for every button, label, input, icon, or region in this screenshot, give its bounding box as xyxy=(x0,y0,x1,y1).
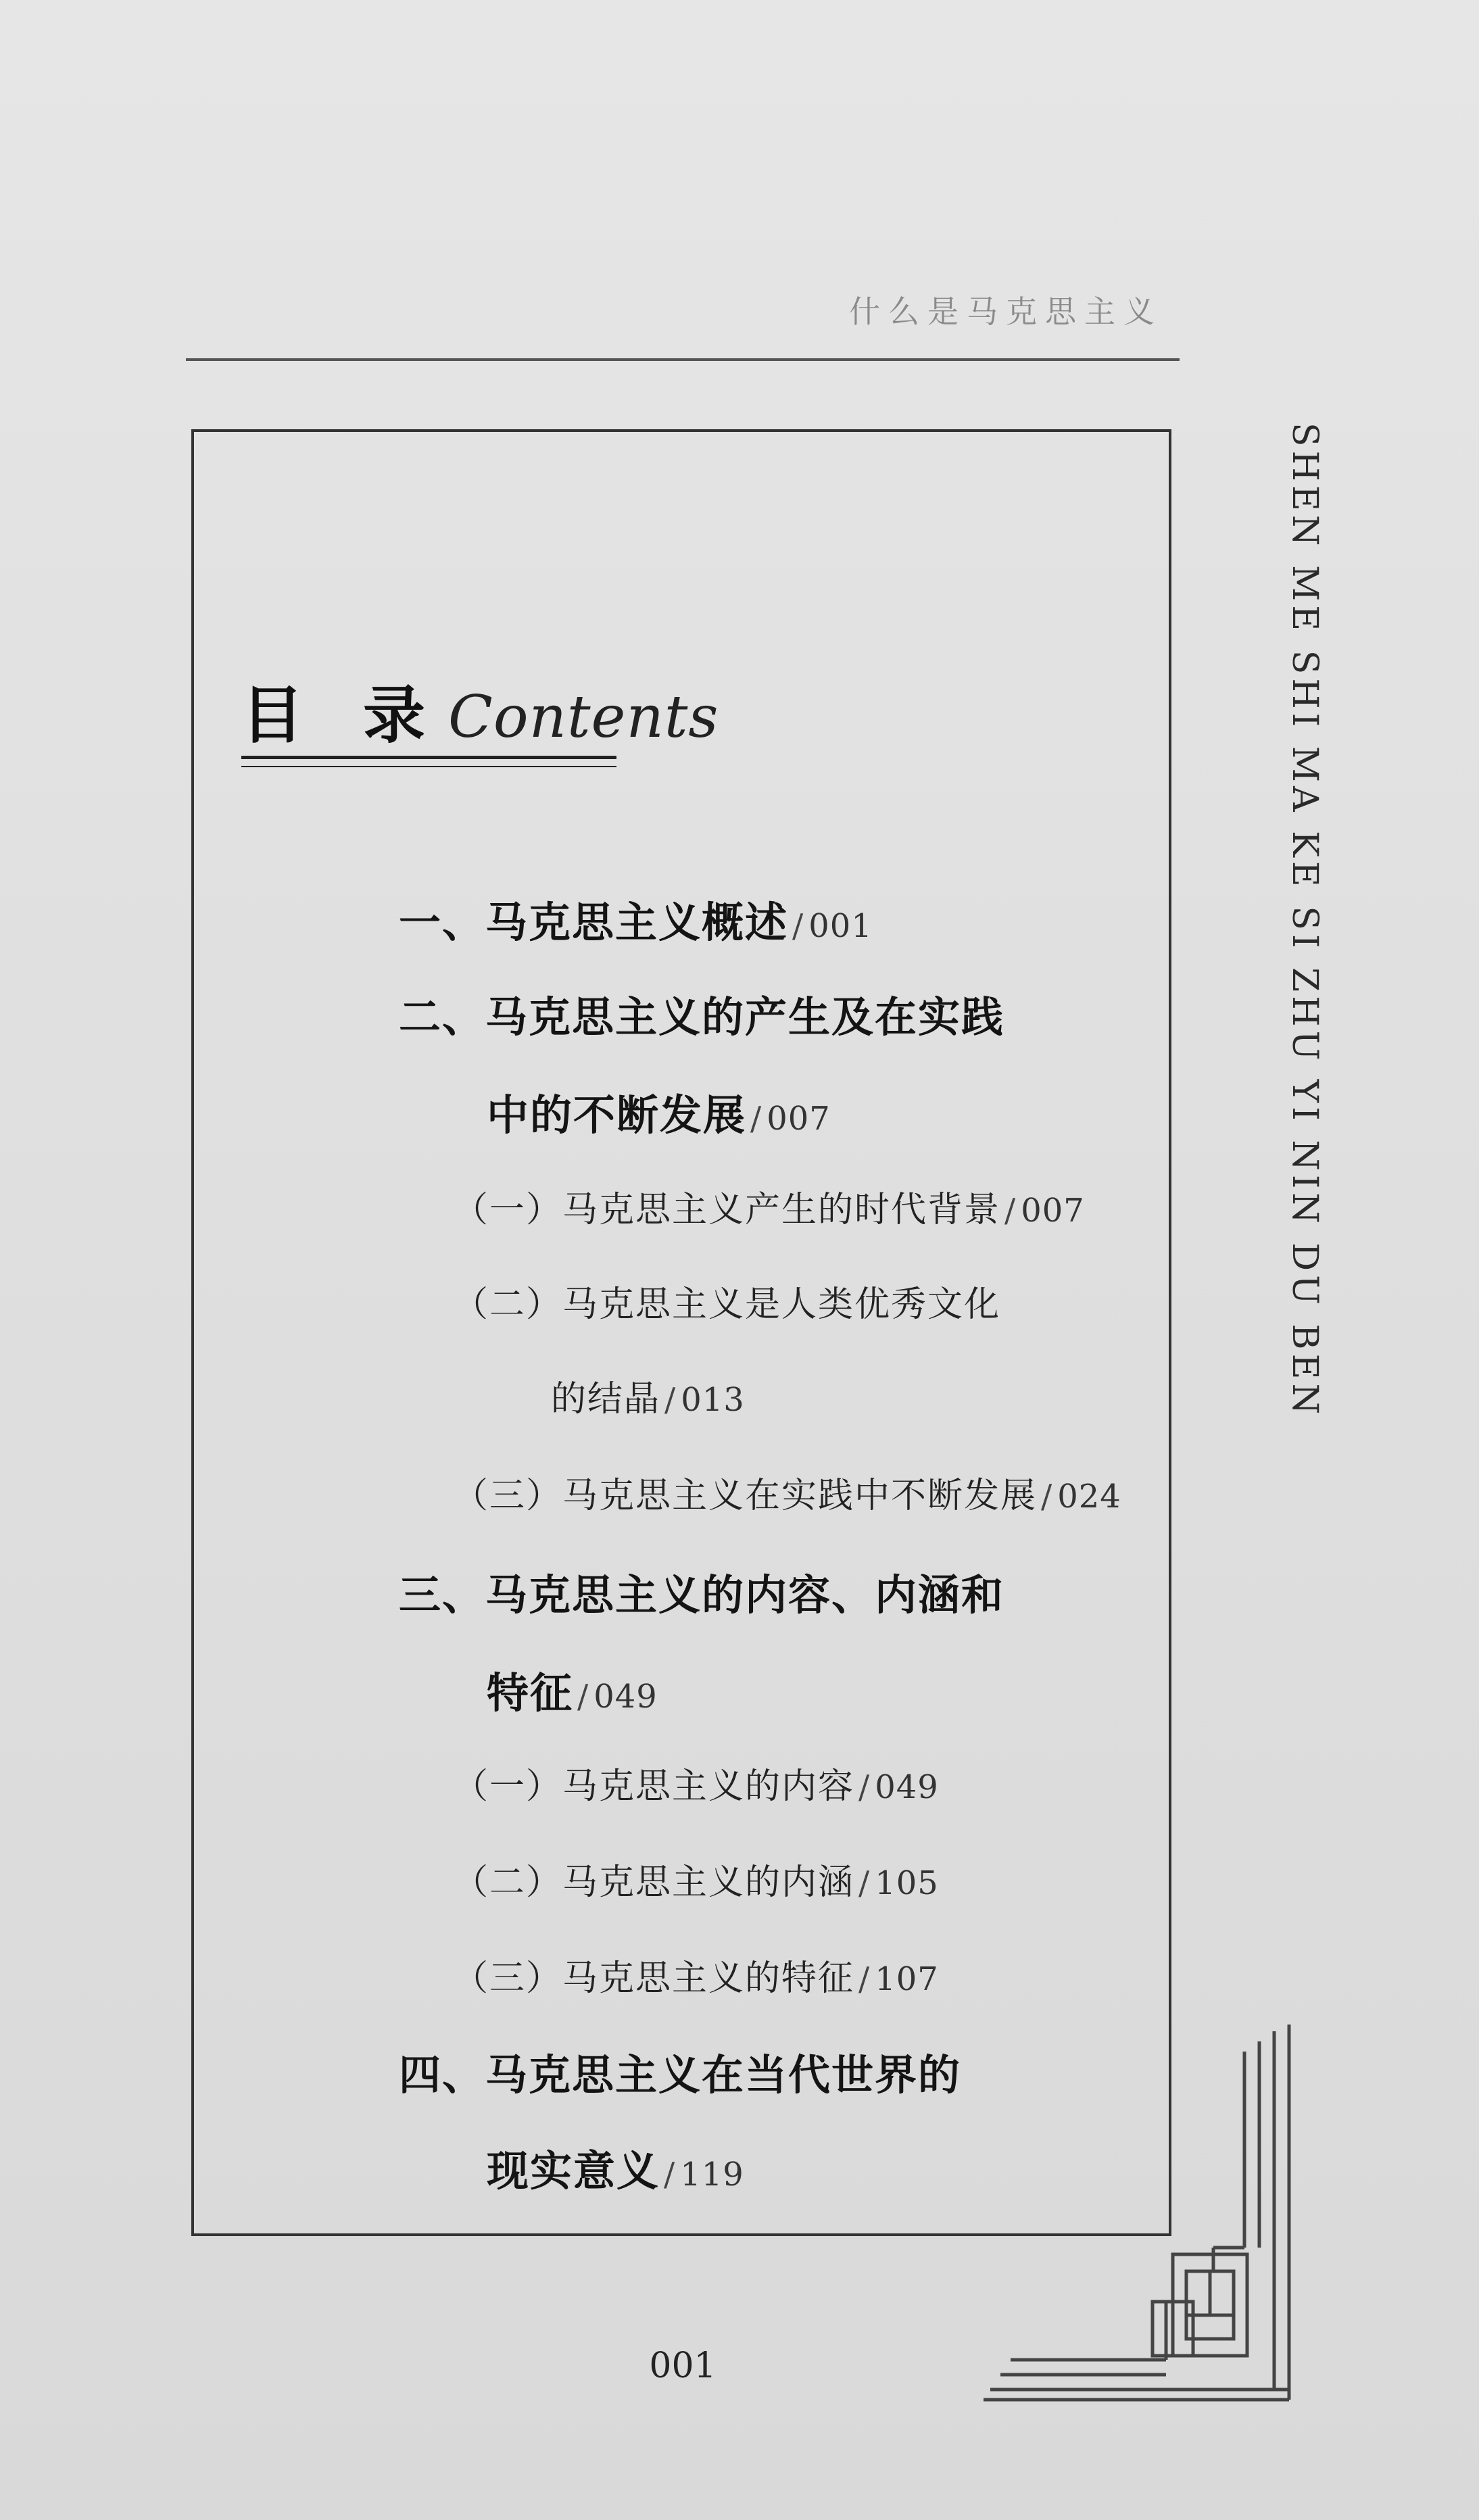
page-folio: 001 xyxy=(649,2346,717,2386)
toc-entry-text: 三、马克思主义的内容、内涵和 xyxy=(399,1570,1005,1620)
running-head: 什么是马克思主义 xyxy=(849,293,1163,330)
toc-title-cn: 目 录 xyxy=(241,679,445,752)
page-number: 007 xyxy=(767,1100,831,1138)
toc-entry-text: 的结晶 xyxy=(551,1379,661,1420)
page-separator: / xyxy=(664,1381,677,1419)
page-number: 049 xyxy=(875,1768,939,1806)
page-separator: / xyxy=(858,1864,871,1902)
page-separator: / xyxy=(750,1100,763,1138)
toc-entry-4-line1[interactable] xyxy=(399,2041,961,2102)
toc-entry-3-line1[interactable] xyxy=(399,1561,1004,1622)
title-rule xyxy=(241,756,616,759)
side-pinyin xyxy=(1281,422,1328,1436)
page-separator: / xyxy=(858,1960,871,1998)
toc-entry-3-2[interactable] xyxy=(453,1853,939,1904)
toc-entry-2-line1[interactable] xyxy=(399,984,1004,1044)
toc-entry-text: 四、马克思主义在当代世界的 xyxy=(399,2050,962,2100)
page-separator: / xyxy=(1004,1192,1017,1230)
show-through-text xyxy=(433,497,838,546)
page-number: 007 xyxy=(1021,1192,1085,1230)
fret-corner-ornament xyxy=(984,2025,1308,2403)
toc-entry-3-1[interactable] xyxy=(453,1758,939,1808)
page-separator: / xyxy=(577,1678,590,1716)
toc-entry-text: （二）马克思主义的内涵 xyxy=(453,1862,855,1903)
toc-entry-text: （二）马克思主义是人类优秀文化 xyxy=(453,1284,1001,1325)
page-number: 001 xyxy=(808,907,873,945)
side-pinyin-text: SHEN ME SHI MA KE SI ZHU YI NIN DU BEN xyxy=(1284,422,1325,1419)
toc-entry-2-line2[interactable] xyxy=(487,1082,831,1142)
toc-entry-2-3[interactable] xyxy=(453,1467,1121,1518)
toc-entry-3-line2[interactable] xyxy=(487,1659,658,1720)
toc-entry-text: （一）马克思主义产生的时代背景 xyxy=(453,1190,1001,1230)
page-separator: / xyxy=(792,907,805,945)
toc-entry-2-1[interactable] xyxy=(453,1181,1085,1232)
page-number: 024 xyxy=(1057,1478,1121,1516)
page-number: 119 xyxy=(680,2156,744,2194)
header-rule xyxy=(186,358,1180,361)
toc-title xyxy=(241,666,719,755)
toc-entry-text: 现实意义 xyxy=(487,2146,660,2196)
toc-title-en: Contents xyxy=(448,683,719,751)
toc-entry-2-2-line2[interactable] xyxy=(551,1370,745,1421)
toc-entry-text: 一、马克思主义概述 xyxy=(399,898,789,947)
toc-entry-3-3[interactable] xyxy=(453,1949,939,2000)
page-number: 107 xyxy=(875,1960,939,1998)
page-separator: / xyxy=(1041,1478,1054,1516)
toc-entry-4-line2[interactable] xyxy=(487,2137,744,2198)
page-number: 049 xyxy=(593,1678,658,1716)
toc-entry-text: （三）马克思主义的特征 xyxy=(453,1958,855,1999)
toc-entry-text: （一）马克思主义的内容 xyxy=(453,1766,855,1807)
toc-entry-text: 特征 xyxy=(487,1668,574,1718)
toc-entry-text: 中的不断发展 xyxy=(487,1090,747,1140)
page-number: 105 xyxy=(875,1864,939,1902)
toc-entry-text: （三）马克思主义在实践中不断发展 xyxy=(453,1476,1038,1516)
toc-entry-text: 二、马克思主义的产生及在实践 xyxy=(399,992,1005,1042)
title-rule-thin xyxy=(241,766,616,767)
page-separator: / xyxy=(858,1768,871,1806)
toc-entry-1[interactable] xyxy=(399,889,873,949)
page-separator: / xyxy=(664,2156,677,2194)
toc-entry-2-2-line1[interactable] xyxy=(453,1276,1000,1326)
page-number: 013 xyxy=(681,1381,745,1419)
